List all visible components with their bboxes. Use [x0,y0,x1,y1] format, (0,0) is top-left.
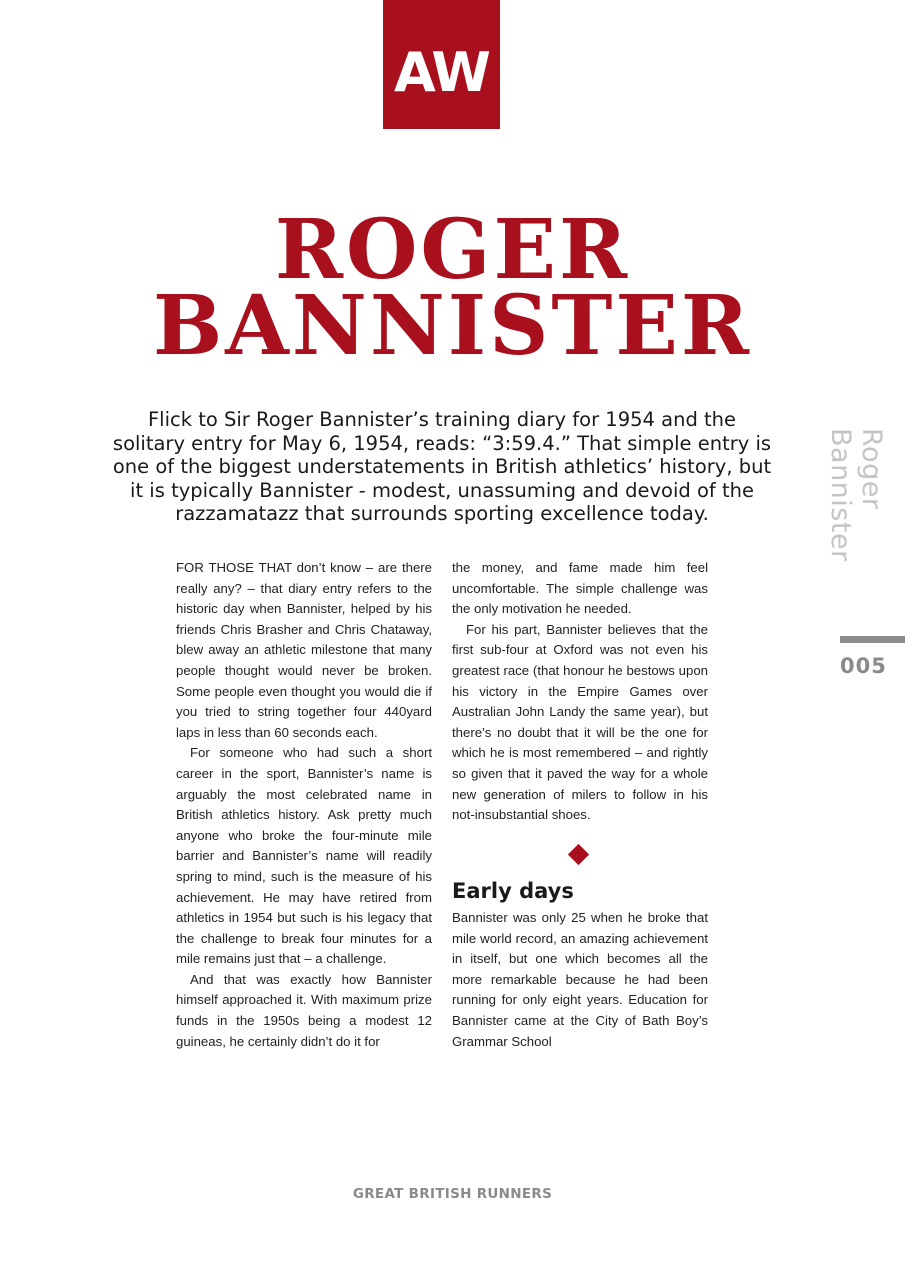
body-paragraph: For his part, Bannister believes that the first sub-four at Oxford was not even his greatest race (that honour he bestows upon his victory in the Empire Games over Australian John Landy the same year), but there’s no doubt that it will be the one for which he is most remembered – and rightly so given that it paved the way for a whole new generation of milers to follow in his not-insubstantial shoes. [452,621,708,823]
side-divider-bar [840,636,905,643]
aw-logo [383,0,500,129]
body-paragraph: For someone who had such a short career in the sport, Bannister’s name is arguably the most celebrated name in British athletics history. Ask pretty much anyone who broke the four-minute mile barrier and Bannister’s name will readily spring to mind, such is the measure of his achievement. He may have retired from athletics in 1954 but such is his legacy that the challenge to break four minutes for a mile remains just that – a challenge. [176,745,432,967]
section-heading: Early days [452,879,574,903]
body-column-right [452,558,708,826]
body-paragraph: the money, and fame made him feel uncomfortable. The simple challenge was the only motivation he needed. [452,560,708,617]
title-line-1: ROGER [274,202,631,298]
logo-text: AW [394,41,489,104]
body-paragraph: And that was exactly how Bannister himself approached it. With maximum prize funds in the 1950s being a modest 12 guineas, he certainly didn’t do it for [176,971,432,1049]
title-line-2: BANNISTER [152,278,753,374]
article-title [0,202,905,374]
footer-publication-title: GREAT BRITISH RUNNERS [352,1186,553,1202]
side-running-title [825,428,887,628]
body-paragraph: Bannister was only 25 when he broke that mile world record, an amazing achievement in itself, but one which becomes all the more remarkable because he had been running for only eight years. Education for Bannister came at the City of Bath Boy’s Grammar School [452,910,708,1049]
section-body [452,908,708,1052]
body-column-left [176,558,432,1052]
standfirst: Flick to Sir Roger Bannister’s training diary for 1954 and the solitary entry for May 6, 1954, reads: “3:59.4.” That simple entry is one of the biggest understatements in British athletics’ history, but it is typically Bannister - modest, unassuming and devoid of the razzamatazz that surrounds sporting excellence today. [112,408,772,525]
side-label-text: Roger Bannister [825,428,887,562]
section-divider-diamond-icon [568,844,589,865]
page-number: 005 [840,654,887,678]
body-paragraph: FOR THOSE THAT don’t know – are there really any? – that diary entry refers to the historic day when Bannister, helped by his friends Chris Brasher and Chris Chataway, blew away an athletic milestone that many people thought would never be broken. Some people even thought you would die if you tried to string together four 440yard laps in less than 60 seconds each. [176,560,432,740]
